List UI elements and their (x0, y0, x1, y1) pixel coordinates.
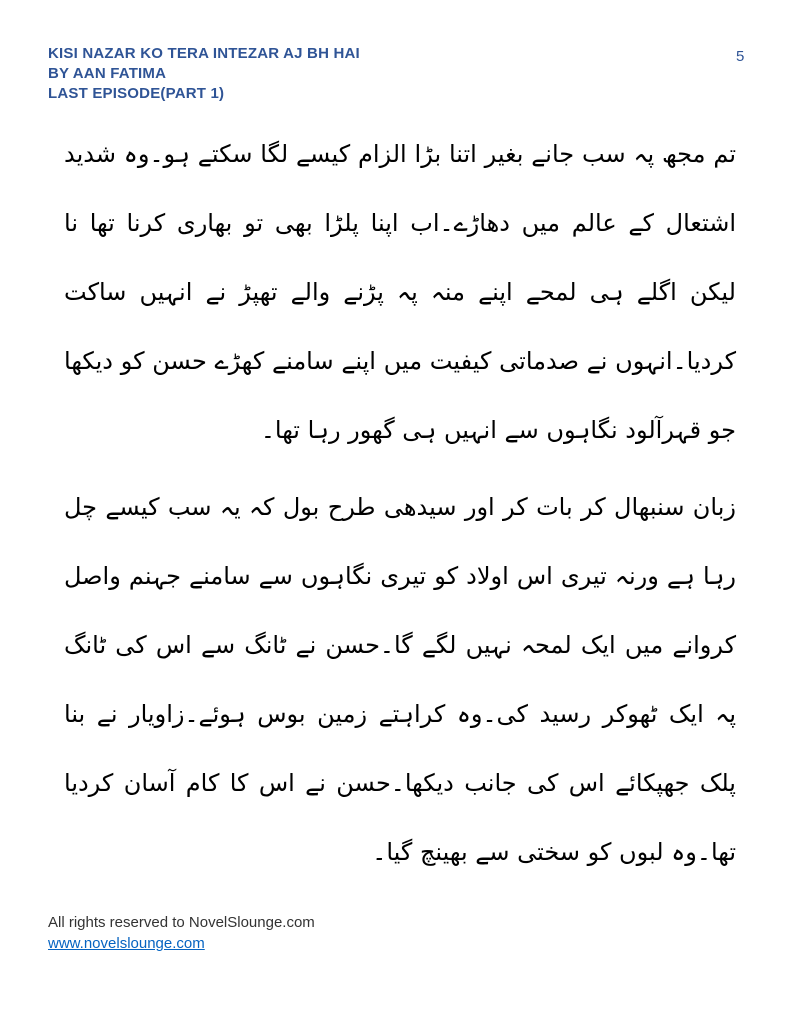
footer (48, 912, 315, 954)
paragraph: تم مجھ پہ سب جانے بغیر اتنا بڑا الزام کیسے لگا سکتے ہو۔وہ شدید اشتعال کے عالم میں دھاڑے۔اب اپنا پلڑا بھی تو بھاری کرنا تھا نا لیکن اگلے ہی لمحے اپنے منہ پہ پڑنے والے تھپڑ نے انہیں ساکت کردیا۔انہوں نے صدماتی کیفیت میں اپنے سامنے کھڑے حسن کو دیکھا جو قہرآلود نگاہوں سے انہیں ہی گھور رہا تھا۔ (64, 140, 736, 444)
website-link[interactable]: www.novelslounge.com (48, 935, 205, 952)
story-body (64, 120, 736, 895)
episode-line: LAST EPISODE(PART 1) (48, 85, 225, 102)
rights-notice: All rights reserved to NovelSlounge.com (48, 914, 315, 931)
paragraph: زبان سنبھال کر بات کر اور سیدھی طرح بول کہ یہ سب کیسے چل رہا ہے ورنہ تیری اس اولاد کو تیری نگاہوں سے سامنے جہنم واصل کروانے میں ایک لمحہ نہیں لگے گا۔حسن نے ٹانگ سے اس کی ٹانگ پہ ایک ٹھوکر رسید کی۔وہ کراہتے زمین بوس ہوئے۔زاویار نے بنا پلک جھپکائے اس کی جانب دیکھا۔حسن نے اس کا کام آسان کردیا تھا۔وہ لبوں کو سختی سے بھینچ گیا۔ (64, 493, 736, 866)
page-number: 5 (736, 48, 745, 65)
author-line: BY AAN FATIMA (48, 65, 167, 82)
novel-title: KISI NAZAR KO TERA INTEZAR AJ BH HAI (48, 45, 360, 62)
document-header (48, 44, 360, 104)
